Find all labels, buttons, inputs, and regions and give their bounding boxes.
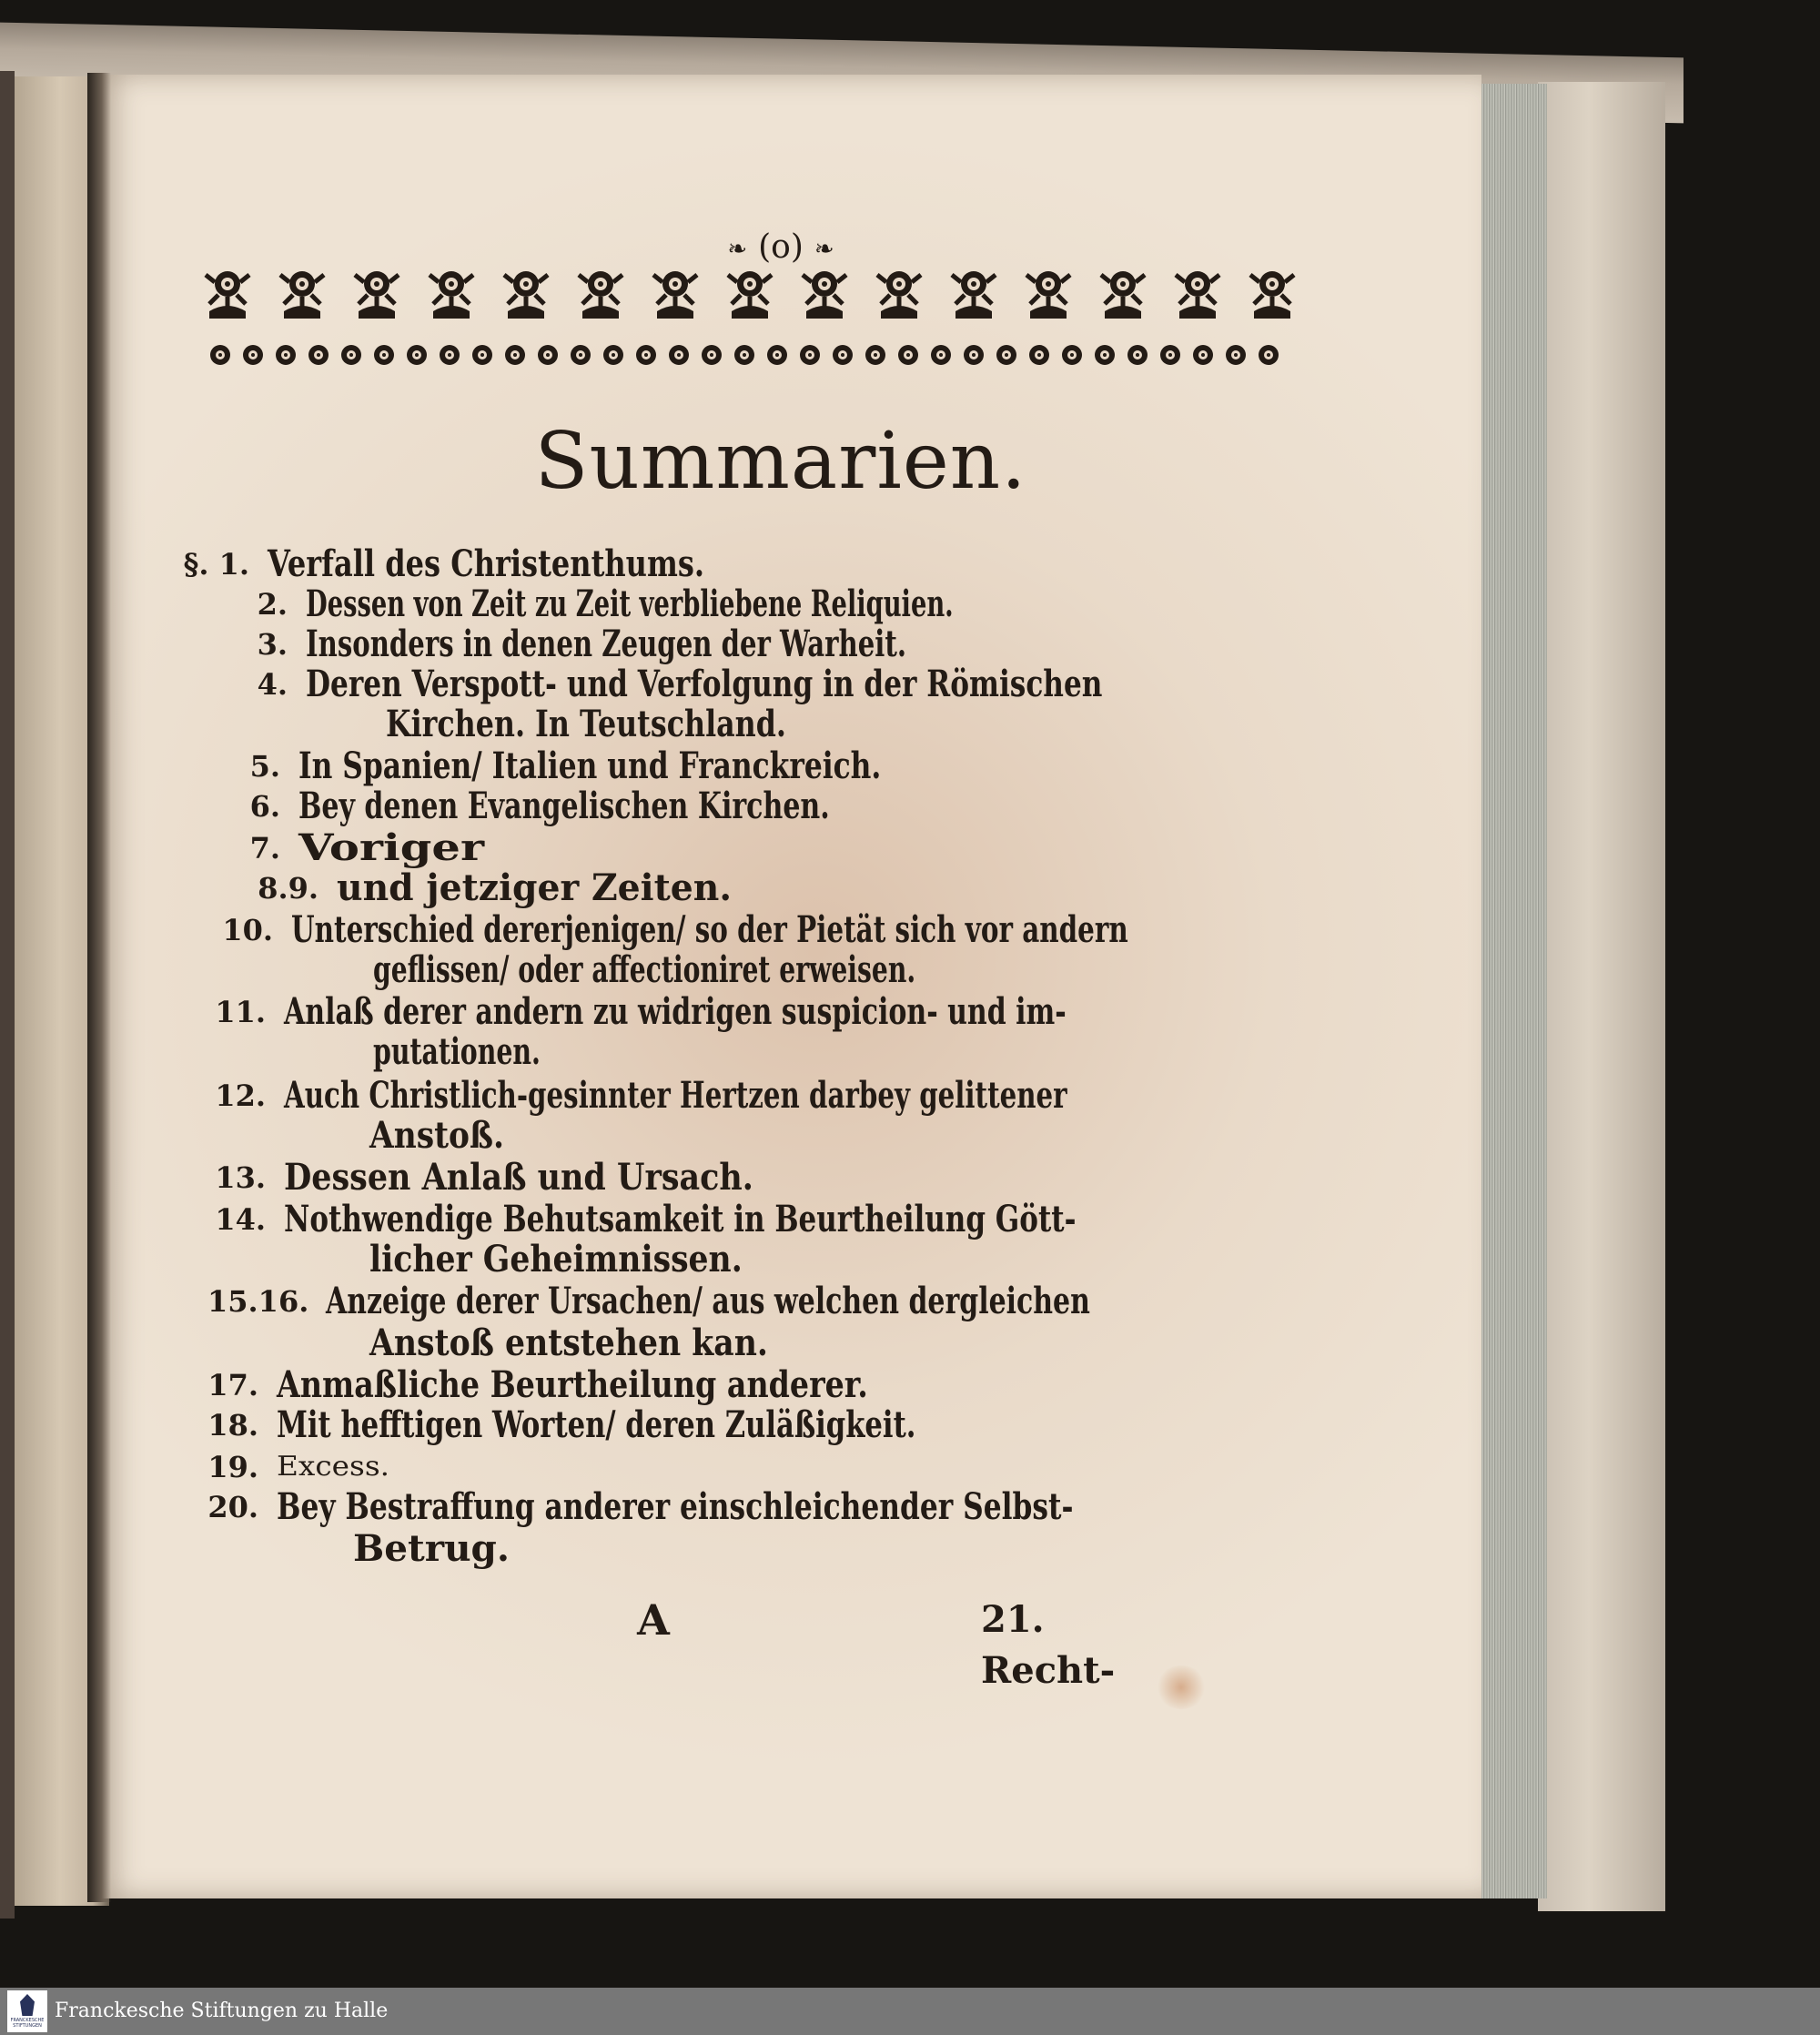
book-board-right: [1538, 82, 1665, 1911]
entry-text: Excess.: [277, 1451, 390, 1483]
page-title: Summarien.: [534, 416, 1027, 507]
entry-text: Dessen von Zeit zu Zeit verbliebene Reliquien.: [306, 582, 954, 625]
footer-text: Franckesche Stiftungen zu Halle: [55, 2000, 389, 2022]
entry-text: Kirchen. In Teutschland.: [386, 703, 786, 745]
left-cover: [0, 71, 15, 1919]
footer-logo-caption: FRANCKESCHE STIFTUNGEN: [10, 2018, 45, 2029]
entry-number: 20.: [207, 1490, 258, 1524]
catchword: 21. Recht-: [981, 1598, 1116, 1692]
summary-entry: [98, 1525, 1481, 1580]
entry-text: Voriger: [298, 826, 485, 869]
entry-text: Anlaß derer andern zu widrigen suspicion- und im-: [284, 990, 1067, 1033]
entry-number: 17.: [207, 1368, 258, 1402]
entry-number: 18.: [207, 1408, 258, 1443]
entry-text: Betrug.: [353, 1527, 511, 1570]
entry-number: 2.: [257, 587, 288, 622]
entry-text: putationen.: [373, 1030, 541, 1073]
summary-list: [98, 75, 1481, 1898]
page-number: (o): [758, 228, 804, 266]
entry-text: Nothwendige Behutsamkeit in Beurtheilung Gött-: [284, 1198, 1077, 1240]
entry-text: Verfall des Christenthums.: [268, 542, 705, 585]
entry-number: 6.: [249, 789, 280, 824]
entry-text: Mit hefftigen Worten/ deren Zuläßigkeit.: [277, 1403, 916, 1446]
building-logo-icon: [20, 1994, 35, 2016]
leaf-ornament-right-icon: ❧: [814, 236, 834, 263]
entry-number: 19.: [207, 1450, 258, 1484]
entry-text: geflissen/ oder affectioniret erweisen.: [373, 948, 916, 991]
leaf-ornament-left-icon: ❧: [727, 236, 748, 263]
entry-text: In Spanien/ Italien und Franckreich.: [298, 744, 882, 787]
entry-number: 5.: [249, 749, 280, 784]
entry-number: 13.: [215, 1160, 266, 1195]
entry-text: Anstoß entstehen kan.: [369, 1321, 768, 1364]
entry-text: Insonders in denen Zeugen der Warheit.: [306, 623, 906, 665]
entry-number: 14.: [215, 1202, 266, 1237]
entry-text: Deren Verspott- und Verfolgung in der Römischen: [306, 663, 1103, 705]
entry-text: Anstoß.: [369, 1114, 505, 1157]
footer-bar: [0, 1988, 1820, 2035]
entry-number: 3.: [257, 627, 288, 662]
page-content: [98, 75, 1481, 1898]
entry-number: 10.: [222, 913, 273, 947]
signature-mark: A: [637, 1595, 670, 1645]
entry-text: Anzeige derer Ursachen/ aus welchen dergleichen: [326, 1280, 1090, 1322]
entry-number: 4.: [257, 667, 288, 702]
entry-number: 8.9.: [258, 871, 318, 906]
entry-text: Unterschied dererjenigen/ so der Pietät sich vor andern: [291, 908, 1128, 951]
entry-text: und jetziger Zeiten.: [337, 866, 733, 909]
entry-text: Auch Christlich-gesinnter Hertzen darbey gelittener: [284, 1074, 1067, 1117]
entry-text: Bey denen Evangelischen Kirchen.: [298, 785, 830, 827]
entry-text: Bey Bestraffung anderer einschleichender Selbst-: [277, 1485, 1074, 1528]
footer-logo: [7, 1990, 47, 2032]
entry-text: licher Geheimnissen.: [369, 1238, 743, 1281]
entry-number: 7.: [249, 831, 280, 866]
entry-number: 11.: [215, 995, 266, 1029]
entry-text: Dessen Anlaß und Ursach.: [284, 1156, 753, 1199]
entry-number: §. 1.: [183, 547, 249, 582]
entry-text: Anmaßliche Beurtheilung anderer.: [277, 1363, 868, 1406]
entry-number: 15.16.: [207, 1284, 309, 1319]
entry-number: 12.: [215, 1078, 266, 1113]
